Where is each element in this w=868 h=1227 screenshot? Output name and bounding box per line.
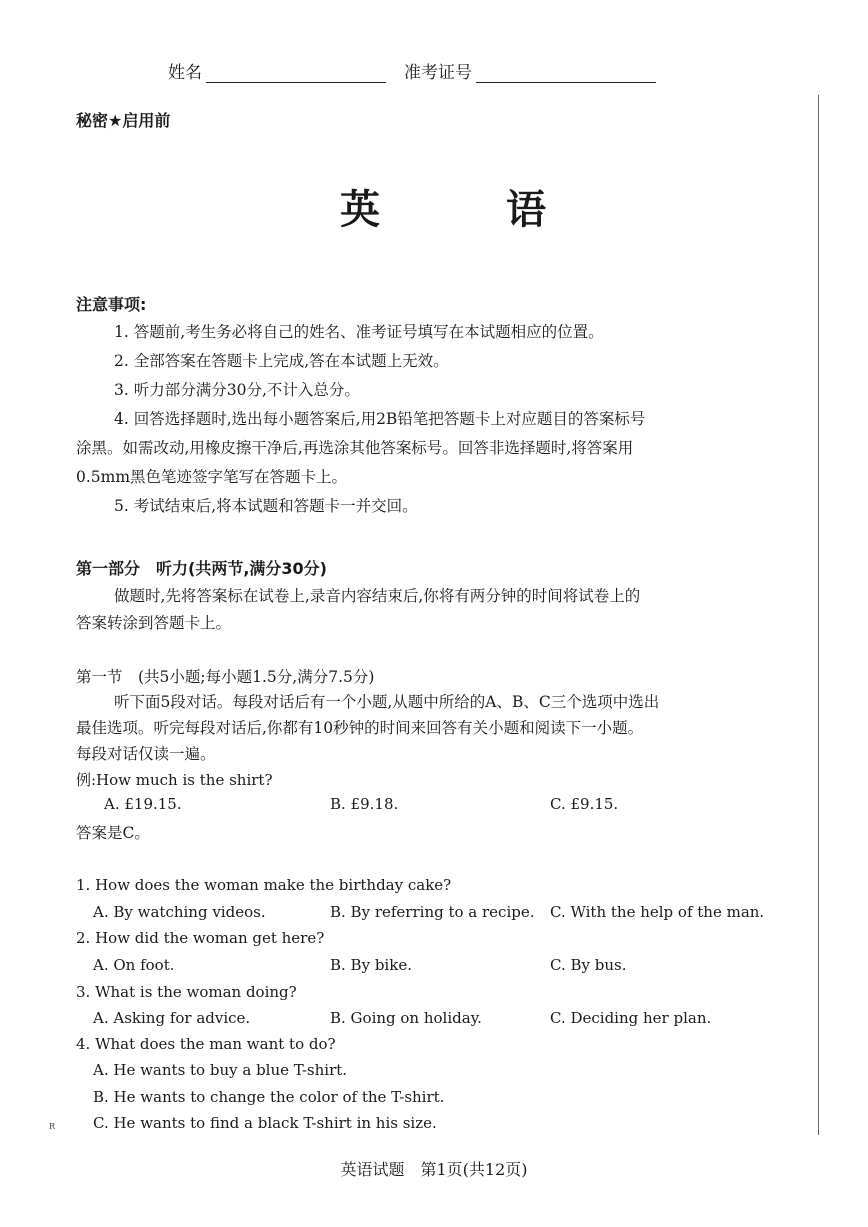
section1-instruction: 听下面5段对话。每段对话后有一个小题,从题中所给的A、B、C三个选项中选出 <box>114 693 660 711</box>
section1-instruction: 每段对话仅读一遍。 <box>76 745 216 763</box>
q3-option-b: B. Going on holiday. <box>330 1009 482 1027</box>
notice-item: 2. 全部答案在答题卡上完成,答在本试题上无效。 <box>114 352 449 370</box>
example-question: 例:How much is the shirt? <box>76 771 273 789</box>
notice-item: 1. 答题前,考生务必将自己的姓名、准考证号填写在本试题相应的位置。 <box>114 323 604 341</box>
question-3: 3. What is the woman doing? <box>76 983 297 1001</box>
id-blank <box>476 64 656 83</box>
q4-option-c: C. He wants to find a black T-shirt in his size. <box>93 1114 437 1132</box>
notice-item: 0.5mm黑色笔迹签字笔写在答题卡上。 <box>76 468 348 486</box>
confidential-mark: 秘密★启用前 <box>76 111 171 130</box>
q1-option-a: A. By watching videos. <box>93 903 266 921</box>
notice-item: 5. 考试结束后,将本试题和答题卡一并交回。 <box>114 497 418 515</box>
candidate-fields <box>168 58 662 83</box>
question-1: 1. How does the woman make the birthday cake? <box>76 876 452 894</box>
question-2: 2. How did the woman get here? <box>76 929 325 947</box>
q2-option-b: B. By bike. <box>330 956 412 974</box>
notice-item: 3. 听力部分满分30分,不计入总分。 <box>114 381 360 399</box>
part1-intro: 做题时,先将答案标在试卷上,录音内容结束后,你将有两分钟的时间将试卷上的 <box>114 587 641 605</box>
q1-option-b: B. By referring to a recipe. <box>330 903 535 921</box>
binding-rule <box>818 95 819 1135</box>
part1-intro: 答案转涂到答题卡上。 <box>76 614 232 632</box>
example-option-b: B. £9.18. <box>330 795 399 813</box>
q1-option-c: C. With the help of the man. <box>550 903 765 921</box>
section1-heading: 第一节 (共5小题;每小题1.5分,满分7.5分) <box>76 668 375 686</box>
name-blank <box>206 64 386 83</box>
page-footer: 英语试题 第1页(共12页) <box>340 1160 528 1179</box>
question-4: 4. What does the man want to do? <box>76 1035 336 1053</box>
example-answer: 答案是C。 <box>76 824 150 842</box>
q2-option-a: A. On foot. <box>93 956 175 974</box>
q4-option-a: A. He wants to buy a blue T-shirt. <box>93 1061 348 1079</box>
q4-option-b: B. He wants to change the color of the T-shirt. <box>93 1088 445 1106</box>
example-option-a: A. £19.15. <box>104 795 182 813</box>
example-option-c: C. £9.15. <box>550 795 619 813</box>
q3-option-a: A. Asking for advice. <box>93 1009 251 1027</box>
q2-option-c: C. By bus. <box>550 956 627 974</box>
notice-item: 涂黑。如需改动,用橡皮擦干净后,再选涂其他答案标号。回答非选择题时,将答案用 <box>76 439 634 457</box>
notice-item: 4. 回答选择题时,选出每小题答案后,用2B铅笔把答题卡上对应题目的答案标号 <box>114 410 646 428</box>
q3-option-c: C. Deciding her plan. <box>550 1009 712 1027</box>
part1-heading: 第一部分 听力(共两节,满分30分) <box>76 559 327 578</box>
margin-mark: R <box>49 1122 56 1131</box>
id-label: 准考证号 <box>404 63 472 83</box>
page-title: 英 语 <box>340 187 602 233</box>
name-label: 姓名 <box>168 63 202 83</box>
section1-instruction: 最佳选项。听完每段对话后,你都有10秒钟的时间来回答有关小题和阅读下一小题。 <box>76 719 644 737</box>
notice-heading: 注意事项: <box>76 295 147 314</box>
